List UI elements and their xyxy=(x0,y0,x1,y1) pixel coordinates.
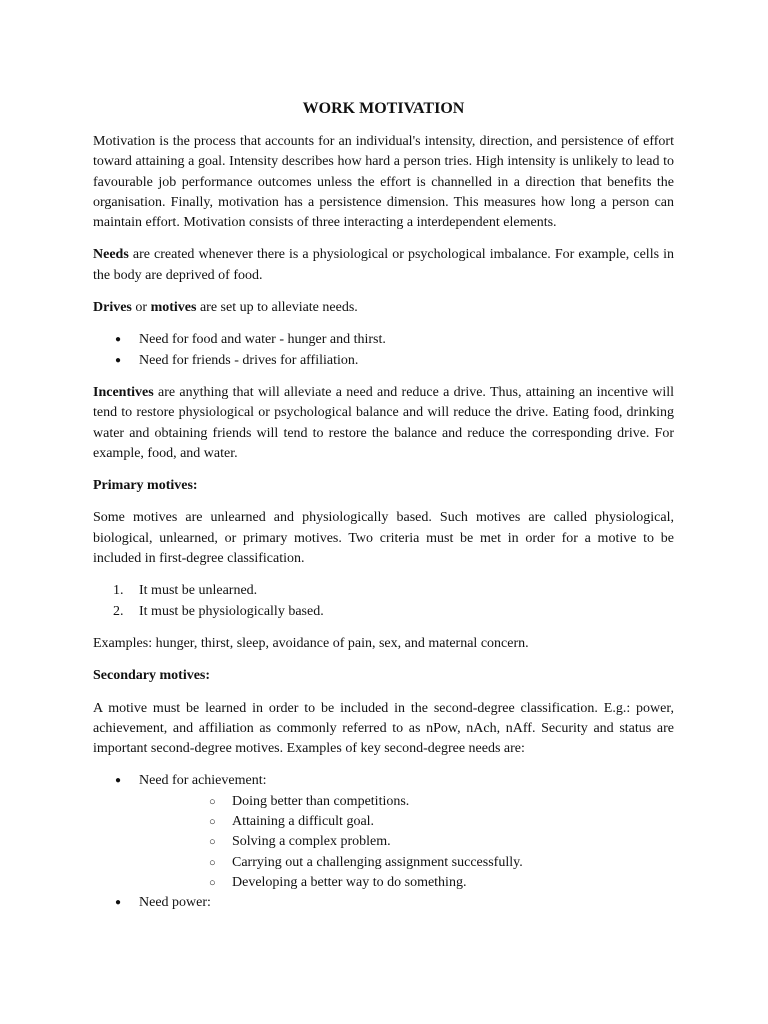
bullet-icon: ● xyxy=(115,775,122,787)
incentives-paragraph xyxy=(93,383,674,464)
list-item-text: Need for food and water - hunger and thirst. xyxy=(139,332,386,348)
primary-paragraph: Some motives are unlearned and physiologically based. Such motives are called physiological, biological, unlearned, or primary motives. Two criteria must be met in order for a motive to be included in first-degree classification. xyxy=(93,510,674,567)
list-item-text: Need for achievement: xyxy=(139,773,267,789)
list-item-text: Developing a better way to do something. xyxy=(232,874,467,890)
list-item-text: Attaining a difficult goal. xyxy=(232,814,375,830)
intro-paragraph: Motivation is the process that accounts for an individual's intensity, direction, and persistence of effort toward attaining a goal. Intensity describes how hard a person tries. High intensity is unlikely to lead to favourable job performance outcomes unless the effort is channelled in a direction that benefits the organisation. Finally, motivation has a persistence dimension. This measures how long a person can maintain effort. Motivation consists of three interacting a interdependent elements. xyxy=(93,134,674,231)
list-item-text: Need for friends - drives for affiliation. xyxy=(139,352,359,368)
bullet-icon: ● xyxy=(115,897,122,909)
drives-text: are set up to alleviate needs. xyxy=(196,300,358,316)
list-number: 2. xyxy=(113,603,124,619)
list-item-text: Need power: xyxy=(139,895,211,911)
list-item xyxy=(93,351,674,371)
list-item xyxy=(139,812,674,832)
drives-list xyxy=(93,330,674,371)
primary-examples: Examples: hunger, thirst, sleep, avoidance of pain, sex, and maternal concern. xyxy=(93,635,529,651)
drives-term: Drives xyxy=(93,300,132,316)
incentives-text: are anything that will alleviate a need and reduce a drive. Thus, attaining an incentive will tend to restore physiological or psychological balance and will reduce the drive. Eating food, drinking water and obtaining friends will tend to restore the balance and reduce the corresponding drive. For example, food, and water. xyxy=(93,384,674,461)
drives-or: or xyxy=(131,300,151,316)
list-item-text: Doing better than competitions. xyxy=(232,793,410,809)
incentives-term: Incentives xyxy=(93,384,154,400)
bullet-icon: ● xyxy=(115,334,122,346)
drives-paragraph xyxy=(93,298,674,318)
needs-term: Needs xyxy=(93,247,129,263)
needs-text: are created whenever there is a physiological or psychological imbalance. For example, cells in the body are deprived of food. xyxy=(93,247,674,283)
circle-bullet-icon: ○ xyxy=(209,856,216,869)
circle-bullet-icon: ○ xyxy=(209,816,216,829)
list-number: 1. xyxy=(113,583,124,599)
list-item-text: It must be unlearned. xyxy=(139,583,258,599)
document-page xyxy=(93,98,674,926)
list-item-text: Solving a complex problem. xyxy=(232,834,391,850)
list-item xyxy=(139,792,674,812)
motives-term: motives xyxy=(150,300,197,316)
primary-motives-heading: Primary motives: xyxy=(93,478,198,494)
list-item xyxy=(139,853,674,873)
list-item xyxy=(93,602,674,622)
primary-criteria-list xyxy=(93,581,674,622)
secondary-paragraph: A motive must be learned in order to be included in the second-degree classification. E.g.: power, achievement, and affiliation as commonly referred to as nPow, nAch, nAff. Security and status are important second-degree motives. Examples of key second-degree needs are: xyxy=(93,700,674,757)
list-item-text: Carrying out a challenging assignment successfully. xyxy=(232,854,523,870)
secondary-motives-heading: Secondary motives: xyxy=(93,668,211,684)
circle-bullet-icon: ○ xyxy=(209,836,216,849)
list-item xyxy=(139,873,674,893)
document-title: WORK MOTIVATION xyxy=(302,100,465,117)
list-item-text: It must be physiologically based. xyxy=(139,603,324,619)
bullet-icon: ● xyxy=(115,354,122,366)
list-item xyxy=(93,893,674,913)
list-item xyxy=(93,330,674,350)
achievement-sublist xyxy=(139,792,674,893)
list-item xyxy=(93,581,674,601)
circle-bullet-icon: ○ xyxy=(209,795,216,808)
needs-paragraph xyxy=(93,245,674,286)
circle-bullet-icon: ○ xyxy=(209,876,216,889)
secondary-needs-list xyxy=(93,771,674,913)
list-item xyxy=(93,771,674,893)
list-item xyxy=(139,832,674,852)
